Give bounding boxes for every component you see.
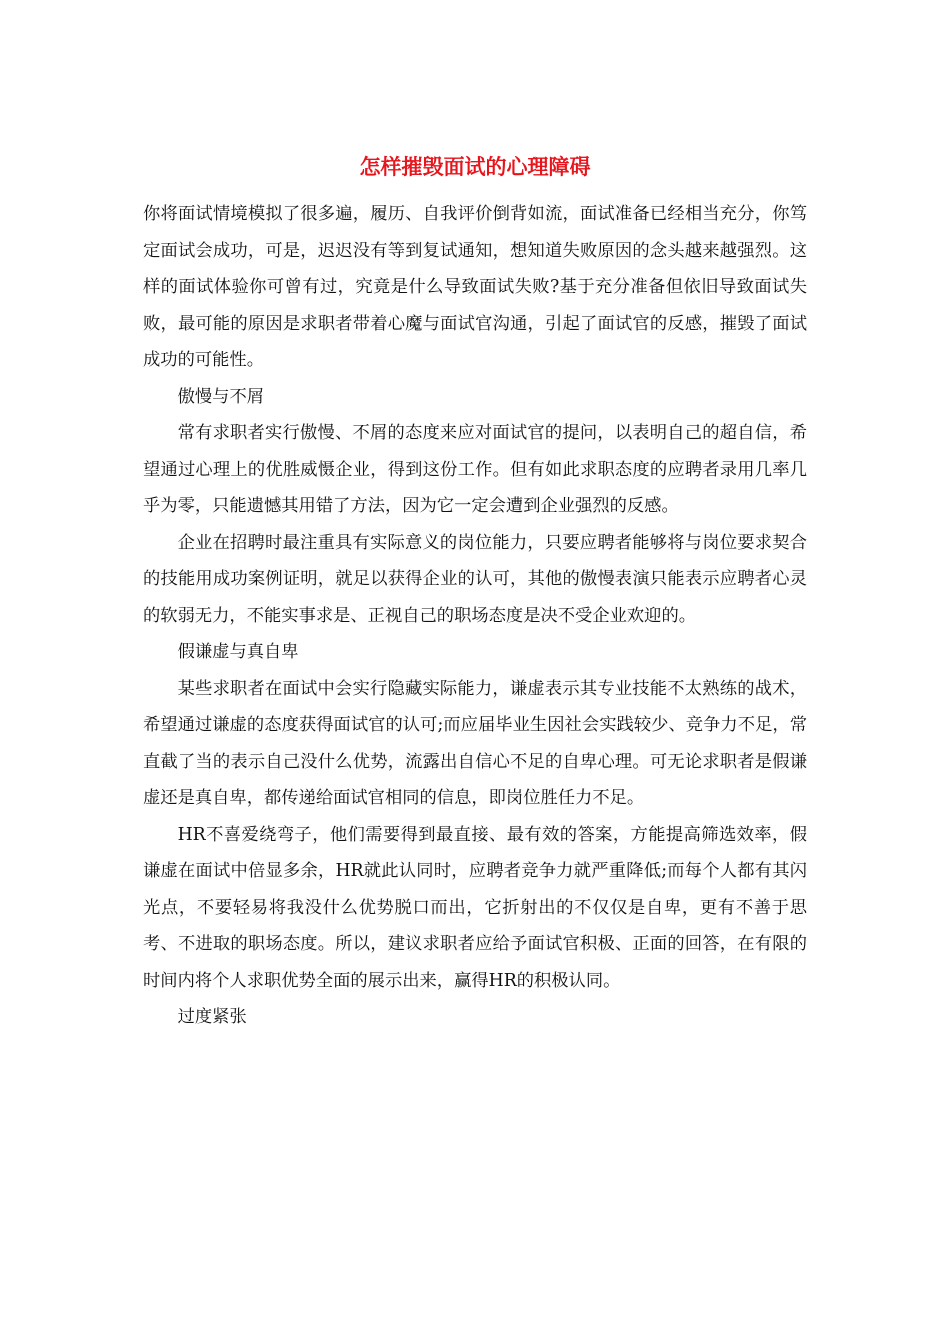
paragraph: 某些求职者在面试中会实行隐藏实际能力，谦虚表示其专业技能不太熟练的战术，希望通过谦虚的态度获得面试官的认可;而应届毕业生因社会实践较少、竞争力不足，常直截了当的表示自己没什么优势，流露出自信心不足的自卑心理。可无论求职者是假谦虚还是真自卑，都传递给面试官相同的信息，即岗位胜任力不足。 — [143, 678, 807, 808]
document-title: 怎样摧毁面试的心理障碍 — [359, 154, 591, 179]
section-heading-modesty: 假谦虚与真自卑 — [177, 642, 299, 662]
section-heading-arrogance: 傲慢与不屑 — [177, 386, 265, 407]
paragraph: HR不喜爱绕弯子，他们需要得到最直接、最有效的答案，方能提高筛选效率，假谦虚在面试中倍显多余，HR就此认同时，应聘者竞争力就严重降低;而每个人都有其闪光点，不要轻易将我没什么优势脱口而出，它折射出的不仅仅是自卑，更有不善于思考、不进取的职场态度。所以，建议求职者应给予面试官积极、正面的回答，在有限的时间内将个人求职优势全面的展示出来，赢得HR的积极认同。 — [143, 824, 807, 991]
paragraph-intro: 你将面试情境模拟了很多遍，履历、自我评价倒背如流，面试准备已经相当充分，你笃定面试会成功，可是，迟迟没有等到复试通知，想知道失败原因的念头越来越强烈。这样的面试体验你可曾有过，究竟是什么导致面试失败?基于充分准备但依旧导致面试失败，最可能的原因是求职者带着心魔与面试官沟通，引起了面试官的反感，摧毁了面试成功的可能性。 — [143, 204, 807, 370]
document-body — [143, 196, 807, 1036]
section-heading-nervousness: 过度紧张 — [177, 1007, 247, 1027]
paragraph: 常有求职者实行傲慢、不屑的态度来应对面试官的提问，以表明自己的超自信，希望通过心理上的优胜威慑企业，得到这份工作。但有如此求职态度的应聘者录用几率几乎为零，只能遗憾其用错了方法，因为它一定会遭到企业强烈的反感。 — [143, 423, 807, 516]
paragraph: 企业在招聘时最注重具有实际意义的岗位能力，只要应聘者能够将与岗位要求契合的技能用成功案例证明，就足以获得企业的认可，其他的傲慢表演只能表示应聘者心灵的软弱无力，不能实事求是、正视自己的职场态度是决不受企业欢迎的。 — [143, 532, 807, 626]
